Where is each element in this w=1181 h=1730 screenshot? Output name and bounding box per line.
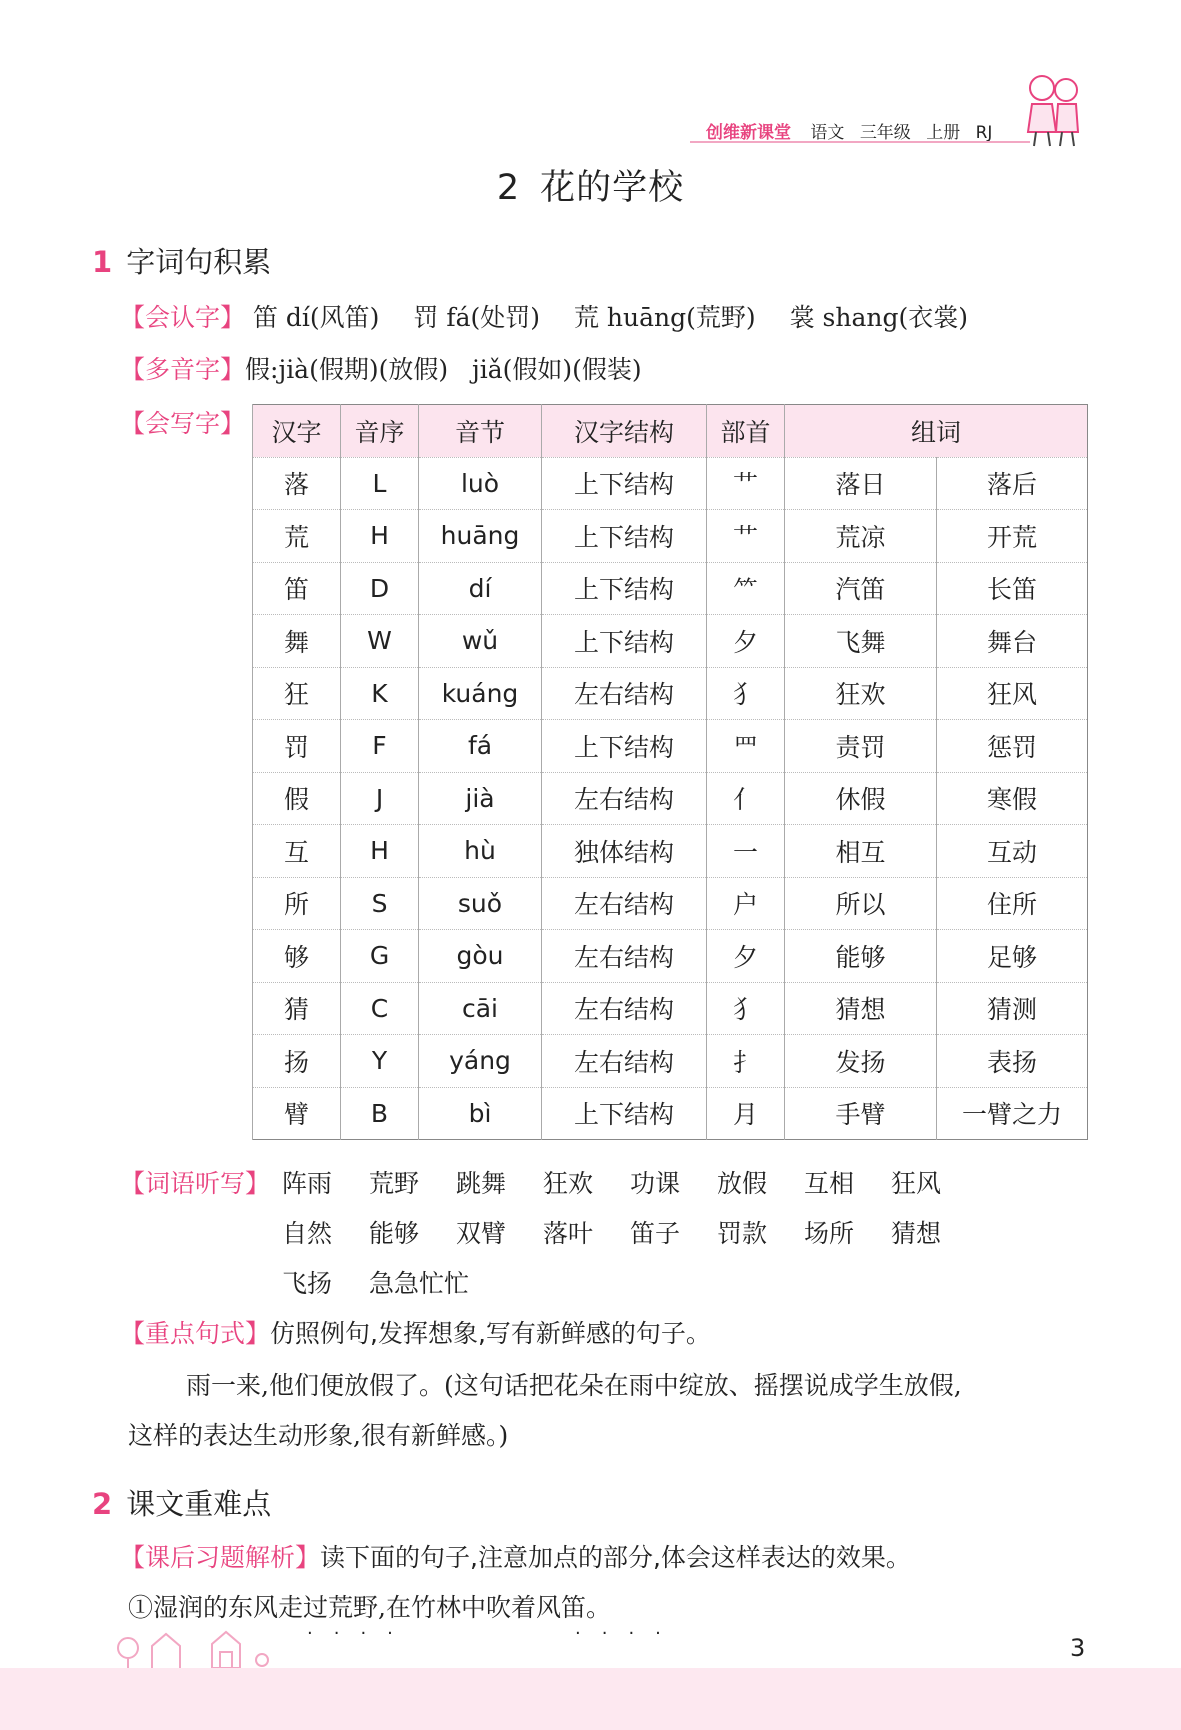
cell-word-1: 飞舞 [785, 615, 937, 668]
cell-word-2: 住所 [937, 877, 1088, 930]
lesson-name: 花的学校 [540, 168, 685, 208]
cell-radical: 户 [707, 877, 785, 930]
cell-radical: 罒 [707, 720, 785, 773]
cell-word-1: 所以 [785, 877, 937, 930]
cell-structure: 上下结构 [542, 720, 707, 773]
cell-word-2: 互动 [937, 825, 1088, 878]
cell-yinjie: yáng [419, 1035, 542, 1088]
cell-yinxu: G [341, 930, 419, 983]
cell-structure: 上下结构 [542, 562, 707, 615]
cell-hanzi: 假 [253, 772, 341, 825]
key-sentence-instruction: 仿照例句,发挥想象,写有新鲜感的句子。 [270, 1319, 711, 1348]
header-volume: 上册 [926, 123, 961, 143]
dictation-row-1: 阵雨 荒野 跳舞 狂欢 功课 放假 互相 狂风 [282, 1169, 942, 1198]
cell-yinxu: H [341, 510, 419, 563]
example-sentence-line-1: 雨一来,他们便放假了。(这句话把花朵在雨中绽放、摇摆说成学生放假, [186, 1371, 962, 1400]
table-row [253, 982, 1088, 1035]
cell-hanzi: 所 [253, 877, 341, 930]
cell-structure: 左右结构 [542, 877, 707, 930]
cell-structure: 上下结构 [542, 1087, 707, 1140]
page-number: 3 [1070, 1634, 1086, 1662]
section-1-number: 1 [92, 245, 113, 279]
cell-radical: 犭 [707, 982, 785, 1035]
cell-radical: 犭 [707, 667, 785, 720]
cell-yinjie: hù [419, 825, 542, 878]
cell-radical: 扌 [707, 1035, 785, 1088]
cell-radical: ⺮ [707, 562, 785, 615]
cell-hanzi: 舞 [253, 615, 341, 668]
cell-structure: 上下结构 [542, 457, 707, 510]
header-hanzi: 汉字 [253, 405, 341, 458]
cell-structure: 左右结构 [542, 1035, 707, 1088]
recognize-item: 裳 shang(衣裳) [789, 303, 968, 332]
recognize-line [120, 298, 968, 334]
cell-word-1: 荒凉 [785, 510, 937, 563]
cell-hanzi: 扬 [253, 1035, 341, 1088]
section-1-heading [92, 240, 271, 281]
header-yinxu: 音序 [341, 405, 419, 458]
table-row [253, 825, 1088, 878]
cell-yinjie: kuáng [419, 667, 542, 720]
table-row [253, 930, 1088, 983]
cell-yinxu: S [341, 877, 419, 930]
cell-structure: 独体结构 [542, 825, 707, 878]
write-label: 【会写字】 [120, 409, 246, 438]
cell-word-1: 能够 [785, 930, 937, 983]
cell-yinjie: gòu [419, 930, 542, 983]
footer-band [0, 1668, 1181, 1730]
cell-radical: 亻 [707, 772, 785, 825]
cell-word-2: 落后 [937, 457, 1088, 510]
cell-word-1: 落日 [785, 457, 937, 510]
table-row [253, 772, 1088, 825]
cell-radical: 一 [707, 825, 785, 878]
emphasis-dots: ···· [307, 1623, 414, 1644]
cell-yinxu: F [341, 720, 419, 773]
header-subject: 语文 [810, 123, 845, 143]
section-2-heading [92, 1482, 271, 1523]
cell-word-2: 猜测 [937, 982, 1088, 1035]
cell-hanzi: 荒 [253, 510, 341, 563]
emphasis-dots: ···· [575, 1623, 682, 1644]
cell-hanzi: 够 [253, 930, 341, 983]
header-edition: RJ [975, 123, 993, 143]
key-sentence-line [120, 1314, 711, 1350]
cell-radical: 夕 [707, 615, 785, 668]
dictation-label: 【词语听写】 [120, 1169, 271, 1198]
section-2-title: 课文重难点 [126, 1487, 272, 1521]
cell-structure: 上下结构 [542, 510, 707, 563]
exercise-instruction: 读下面的句子,注意加点的部分,体会这样表达的效果。 [320, 1543, 911, 1572]
cell-word-2: 狂风 [937, 667, 1088, 720]
polyphonic-text: 假:jià(假期)(放假) jiǎ(假如)(假装) [245, 355, 642, 384]
header-grade: 三年级 [859, 123, 911, 143]
cell-word-1: 责罚 [785, 720, 937, 773]
cell-word-1: 相互 [785, 825, 937, 878]
cell-yinjie: dí [419, 562, 542, 615]
cell-yinxu: W [341, 615, 419, 668]
cartoon-kids-icon [1022, 70, 1086, 152]
cell-word-2: 长笛 [937, 562, 1088, 615]
cell-hanzi: 罚 [253, 720, 341, 773]
cell-word-1: 狂欢 [785, 667, 937, 720]
polyphonic-line [120, 350, 642, 386]
cell-word-1: 猜想 [785, 982, 937, 1035]
section-1-title: 字词句积累 [126, 245, 272, 279]
table-row [253, 877, 1088, 930]
cell-yinjie: wǔ [419, 615, 542, 668]
cell-yinxu: K [341, 667, 419, 720]
cell-radical: 月 [707, 1087, 785, 1140]
exercise-line [120, 1538, 911, 1574]
cell-yinxu: B [341, 1087, 419, 1140]
cell-hanzi: 笛 [253, 562, 341, 615]
table-row [253, 510, 1088, 563]
cell-yinxu: L [341, 457, 419, 510]
cell-word-1: 发扬 [785, 1035, 937, 1088]
table-row [253, 1035, 1088, 1088]
cell-word-1: 汽笛 [785, 562, 937, 615]
recognize-item: 荒 huāng(荒野) [573, 303, 756, 332]
dictation-row-2: 自然 能够 双臂 落叶 笛子 罚款 场所 猜想 [282, 1219, 942, 1248]
page-header [706, 118, 992, 143]
cell-radical: 艹 [707, 457, 785, 510]
cell-word-2: 开荒 [937, 510, 1088, 563]
cell-yinjie: bì [419, 1087, 542, 1140]
cell-hanzi: 臂 [253, 1087, 341, 1140]
cell-yinjie: huāng [419, 510, 542, 563]
cell-word-2: 表扬 [937, 1035, 1088, 1088]
section-2-number: 2 [92, 1487, 113, 1521]
header-radical: 部首 [707, 405, 785, 458]
cell-structure: 左右结构 [542, 772, 707, 825]
table-row [253, 667, 1088, 720]
cell-word-2: 寒假 [937, 772, 1088, 825]
cell-structure: 左右结构 [542, 930, 707, 983]
cell-word-1: 休假 [785, 772, 937, 825]
cell-word-2: 惩罚 [937, 720, 1088, 773]
cell-yinxu: H [341, 825, 419, 878]
write-characters-table [252, 404, 1088, 1140]
header-yinjie: 音节 [419, 405, 542, 458]
cell-hanzi: 互 [253, 825, 341, 878]
cell-word-2: 舞台 [937, 615, 1088, 668]
cell-yinjie: luò [419, 457, 542, 510]
cell-yinjie: jià [419, 772, 542, 825]
cell-yinxu: C [341, 982, 419, 1035]
header-divider [690, 141, 1030, 143]
recognize-label: 【会认字】 [120, 303, 246, 332]
cell-hanzi: 猜 [253, 982, 341, 1035]
cell-word-2: 一臂之力 [937, 1087, 1088, 1140]
table-row [253, 720, 1088, 773]
table-header-row [253, 405, 1088, 458]
header-structure: 汉字结构 [542, 405, 707, 458]
exercise-sentence: ①湿润的东风走过荒野,在竹林中吹着风笛。 [128, 1593, 611, 1622]
lesson-title [0, 160, 1181, 210]
cell-hanzi: 落 [253, 457, 341, 510]
lesson-number: 2 [496, 168, 521, 208]
cell-yinxu: J [341, 772, 419, 825]
table-row [253, 457, 1088, 510]
cell-word-1: 手臂 [785, 1087, 937, 1140]
cell-structure: 上下结构 [542, 615, 707, 668]
cell-yinxu: Y [341, 1035, 419, 1088]
recognize-item: 罚 fá(处罚) [413, 303, 540, 332]
table-row [253, 615, 1088, 668]
cell-radical: 艹 [707, 510, 785, 563]
cell-radical: 夕 [707, 930, 785, 983]
exercise-label: 【课后习题解析】 [120, 1543, 321, 1572]
cell-yinjie: suǒ [419, 877, 542, 930]
cell-yinjie: fá [419, 720, 542, 773]
dictation-row-3: 飞扬 急急忙忙 [282, 1269, 470, 1298]
cell-yinjie: cāi [419, 982, 542, 1035]
table-row [253, 562, 1088, 615]
header-words: 组词 [785, 405, 1088, 458]
brand-name: 创维新课堂 [706, 123, 791, 143]
cell-word-2: 足够 [937, 930, 1088, 983]
recognize-item: 笛 dí(风笛) [252, 303, 380, 332]
cell-structure: 左右结构 [542, 982, 707, 1035]
cell-hanzi: 狂 [253, 667, 341, 720]
table-row [253, 1087, 1088, 1140]
polyphonic-label: 【多音字】 [120, 355, 246, 384]
cell-structure: 左右结构 [542, 667, 707, 720]
key-sentence-label: 【重点句式】 [120, 1319, 271, 1348]
cell-yinxu: D [341, 562, 419, 615]
example-sentence-line-2: 这样的表达生动形象,很有新鲜感。) [128, 1421, 509, 1450]
